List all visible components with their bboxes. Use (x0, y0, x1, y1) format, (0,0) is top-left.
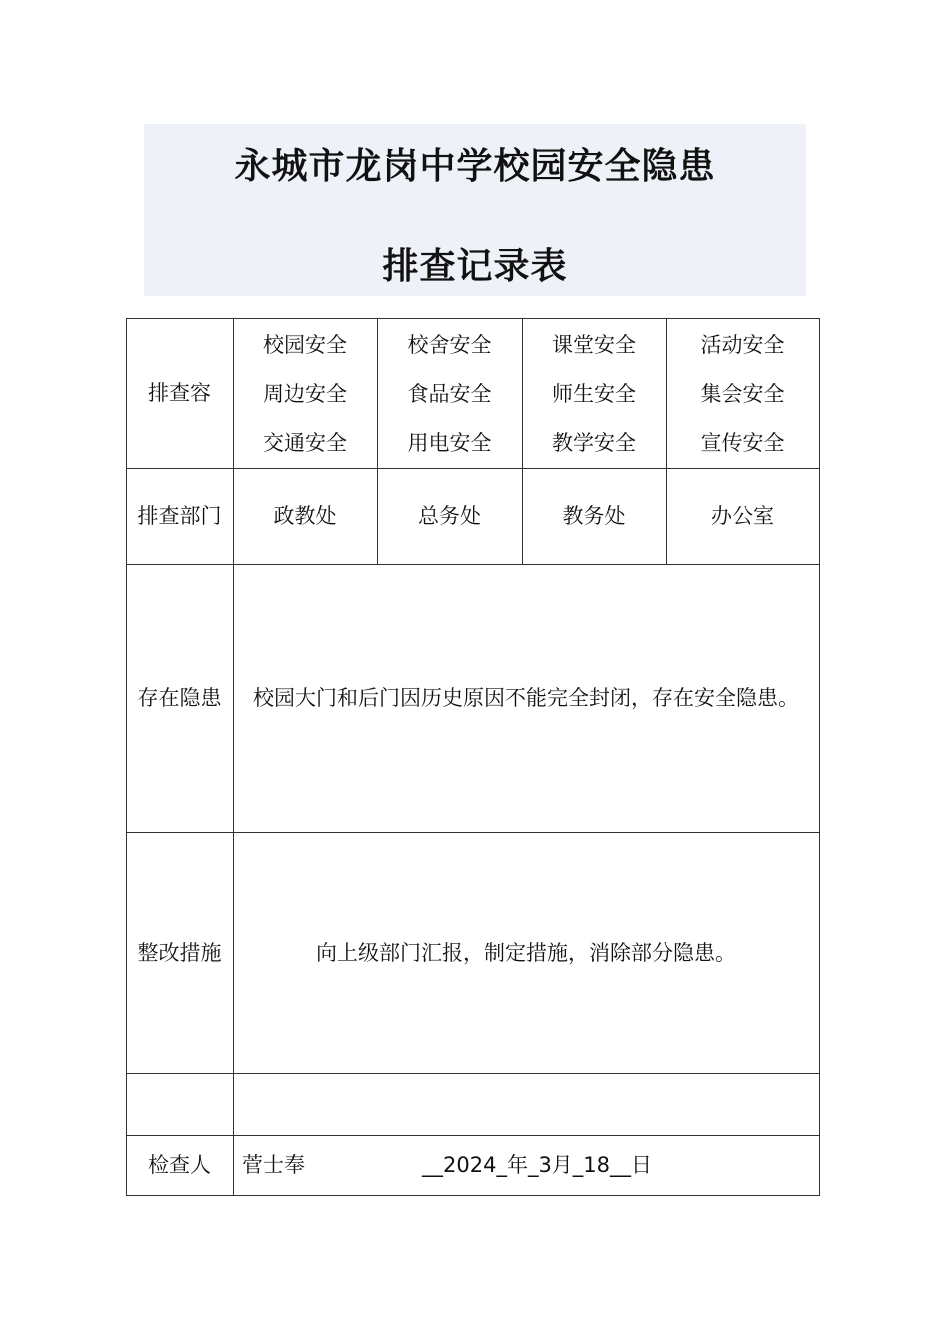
document-subtitle: 排查记录表 (382, 246, 568, 287)
blank-text (233, 1073, 819, 1135)
inspection-table (126, 318, 820, 1196)
content-item: 活动安全 (700, 333, 785, 357)
hazard-label: 存在隐患 (137, 686, 222, 710)
hazard-text: 校园大门和后门因历史原因不能完全封闭，存在安全隐患。 (253, 686, 799, 710)
department-value: 办公室 (711, 504, 774, 528)
content-item: 教学安全 (552, 431, 636, 455)
blank-label (126, 1073, 233, 1135)
content-item: 交通安全 (263, 431, 347, 455)
inspector-name: 菅士奉 (242, 1153, 305, 1177)
content-item: 师生安全 (552, 382, 636, 406)
content-label: 排查容 (148, 381, 211, 405)
content-item: 周边安全 (263, 382, 347, 406)
document-title: 永城市龙岗中学校园安全隐患 (234, 146, 716, 187)
content-item: 课堂安全 (552, 333, 636, 357)
content-item: 用电安全 (407, 431, 492, 455)
content-item: 宣传安全 (700, 431, 785, 455)
inspection-date: __2024_年_3月_18__日 (422, 1153, 653, 1177)
department-value: 政教处 (273, 504, 337, 528)
measures-label: 整改措施 (137, 940, 222, 965)
department-value: 教务处 (562, 504, 626, 528)
departments-label: 排查部门 (137, 504, 222, 528)
content-item: 校园安全 (263, 333, 347, 357)
content-item: 集会安全 (700, 382, 785, 406)
inspector-label: 检查人 (148, 1153, 211, 1177)
department-value: 总务处 (418, 504, 481, 528)
measures-text: 向上级部门汇报，制定措施，消除部分隐患。 (316, 940, 736, 965)
content-item: 食品安全 (407, 382, 492, 406)
content-item: 校舍安全 (407, 333, 492, 357)
